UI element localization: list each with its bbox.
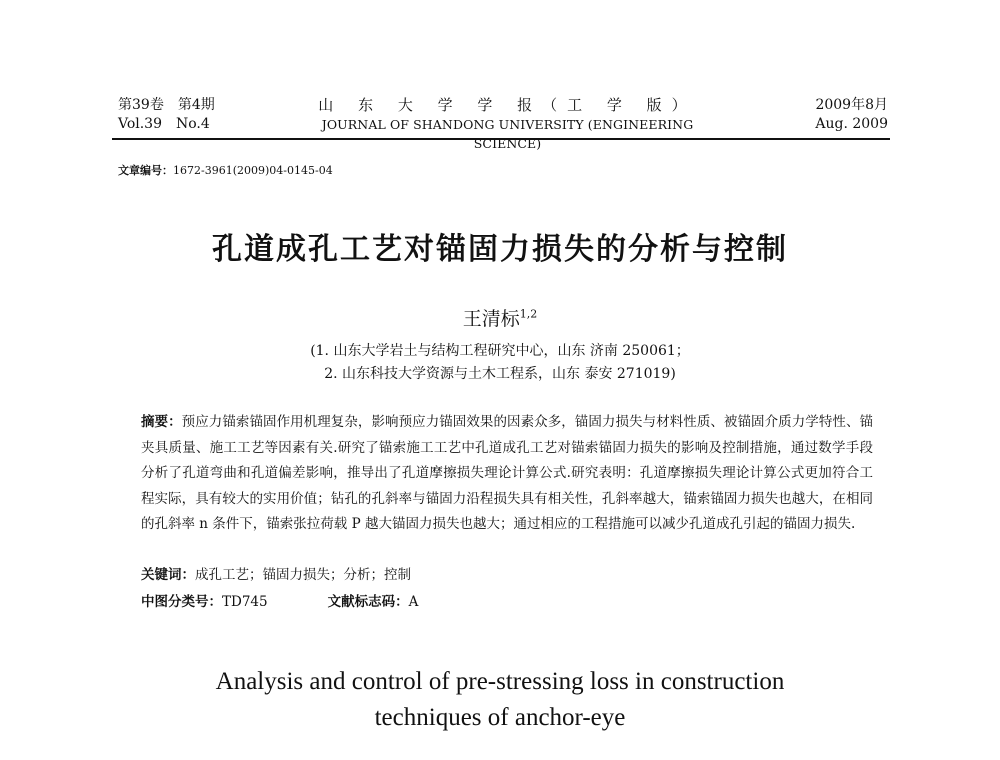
paper-title: 孔道成孔工艺对锚固力损失的分析与控制 — [212, 232, 788, 267]
document-code-value: A — [408, 594, 419, 610]
header-right — [815, 96, 888, 134]
abstract-text: 预应力锚索锚固作用机理复杂，影响预应力锚固效果的因素众多，锚固力损失与材料性质、被锚固介质力学特性、锚夹具质量、施工工艺等因素有关.研究了锚索施工工艺中孔道成孔工艺对锚索锚固力损失的影响及控制措施，通过数学手段分析了孔道弯曲和孔道偏差影响，推导出了孔道摩擦损失理论计算公式.研究表明：孔道摩擦损失理论计算公式更加符合工程实际，具有较大的实用价值；钻孔的孔斜率与锚固力沿程损失具有相关性，孔斜率越大，锚索锚固力损失也越大，在相同的孔斜率 n 条件下，锚索张拉荷载 P 越大锚固力损失也越大；通过相应的工程措施可以减少孔道成孔引起的锚固力损失. — [141, 414, 874, 532]
issue-en: No.4 — [176, 116, 210, 132]
abstract-label: 摘要： — [141, 414, 182, 430]
article-number-value: 1672-3961(2009)04-0145-04 — [173, 164, 333, 177]
clc-value: TD745 — [222, 594, 268, 610]
author — [0, 304, 1000, 331]
english-title-line-1: Analysis and control of pre-stressing loss in construction — [215, 668, 785, 695]
affiliations — [0, 340, 1000, 386]
header-journal — [300, 96, 715, 153]
date-cn: 2009年8月 — [815, 97, 888, 113]
clc-code — [141, 590, 268, 610]
journal-name-en: JOURNAL OF SHANDONG UNIVERSITY (ENGINEERING SCIENCE) — [321, 117, 694, 151]
classification — [141, 590, 418, 610]
issue-cn: 第4期 — [177, 97, 215, 113]
author-affiliation-marks: 1,2 — [519, 307, 538, 321]
article-number — [118, 162, 333, 178]
clc-label: 中图分类号： — [141, 594, 222, 610]
english-title — [0, 664, 1000, 736]
keywords — [141, 563, 411, 583]
affiliation-2: 2. 山东科技大学资源与土木工程系，山东 泰安 271019) — [324, 366, 676, 382]
header-rule — [112, 138, 890, 140]
header-left — [118, 96, 215, 134]
document-code-label: 文献标志码： — [327, 594, 409, 610]
english-title-line-2: techniques of anchor-eye — [374, 704, 626, 731]
date-en: Aug. 2009 — [815, 116, 888, 132]
journal-name-cn: 山 东 大 学 学 报（工 学 版） — [318, 96, 697, 114]
abstract — [141, 410, 873, 538]
author-name: 王清标 — [462, 308, 520, 330]
keywords-text: 成孔工艺；锚固力损失；分析；控制 — [195, 567, 411, 583]
affiliation-1: (1. 山东大学岩土与结构工程研究中心，山东 济南 250061； — [310, 343, 690, 359]
article-number-label: 文章编号： — [118, 164, 173, 177]
volume-en: Vol.39 — [118, 116, 162, 132]
keywords-label: 关键词： — [141, 567, 195, 583]
document-code — [328, 590, 419, 610]
volume-cn: 第39卷 — [118, 97, 164, 113]
